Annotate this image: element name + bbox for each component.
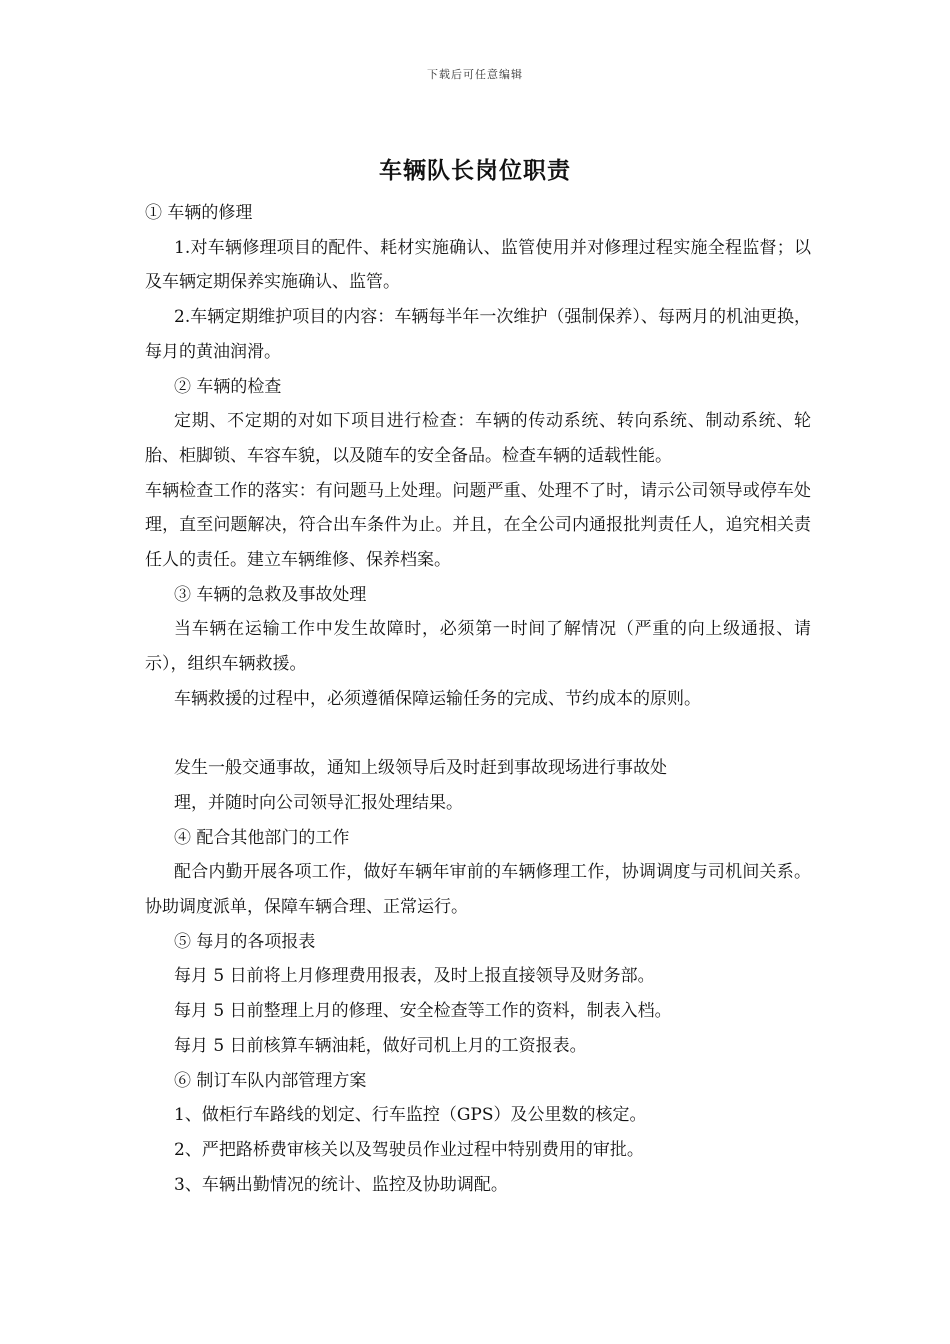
header-note: 下载后可任意编辑 [427,68,523,81]
paragraph: 车辆救援的过程中，必须遵循保障运输任务的完成、节约成本的原则。 [174,688,701,709]
section-heading-cooperation: ④ 配合其他部门的工作 [174,827,350,848]
document-title: 车辆队长岗位职责 [379,157,571,184]
paragraph: 每月 5 日前核算车辆油耗，做好司机上月的工资报表。 [174,1035,587,1056]
paragraph: 1.对车辆修理项目的配件、耗材实施确认、监管使用并对修理过程实施全程监督；以及车辆定期保养实施确认、监管。 [145,237,811,293]
section-heading-management: ⑥ 制订车队内部管理方案 [174,1070,367,1091]
paragraph: 发生一般交通事故，通知上级领导后及时赶到事故现场进行事故处 [174,758,667,779]
paragraph: 配合内勤开展各项工作，做好车辆年审前的车辆修理工作，协调调度与司机间关系。协助调度派单，保障车辆合理、正常运行。 [145,862,811,918]
blank-line [145,717,811,752]
document-body [145,196,811,1202]
list-item: 3、车辆出勤情况的统计、监控及协助调配。 [174,1174,508,1195]
section-heading-repair: ① 车辆的修理 [145,203,253,223]
paragraph: 每月 5 日前整理上月的修理、安全检查等工作的资料，制表入档。 [174,1001,672,1022]
paragraph: 理，并随时向公司领导汇报处理结果。 [174,792,463,813]
list-item: 1、做柜行车路线的划定、行车监控（GPS）及公里数的核定。 [174,1105,647,1126]
paragraph: 定期、不定期的对如下项目进行检查：车辆的传动系统、转向系统、制动系统、轮胎、柜脚锁、车容车貌，以及随车的安全备品。检查车辆的适载性能。 [145,411,811,466]
paragraph: 车辆检查工作的落实：有问题马上处理。问题严重、处理不了时，请示公司领导或停车处理，直至问题解决，符合出车条件为止。并且，在全公司内通报批判责任人，追究相关责任人的责任。建立车辆维修、保养档案。 [145,480,811,571]
section-heading-emergency: ③ 车辆的急救及事故处理 [174,584,367,605]
paragraph: 当车辆在运输工作中发生故障时，必须第一时间了解情况（严重的向上级通报、请示），组织车辆救援。 [145,619,811,675]
list-item: 2、严把路桥费审核关以及驾驶员作业过程中特别费用的审批。 [174,1139,644,1160]
paragraph: 每月 5 日前将上月修理费用报表，及时上报直接领导及财务部。 [174,966,655,987]
section-heading-inspection: ② 车辆的检查 [174,376,282,397]
section-heading-reports: ⑤ 每月的各项报表 [174,931,316,952]
paragraph: 2.车辆定期维护项目的内容：车辆每半年一次维护（强制保养）、每两月的机油更换，每月的黄油润滑。 [145,307,811,362]
